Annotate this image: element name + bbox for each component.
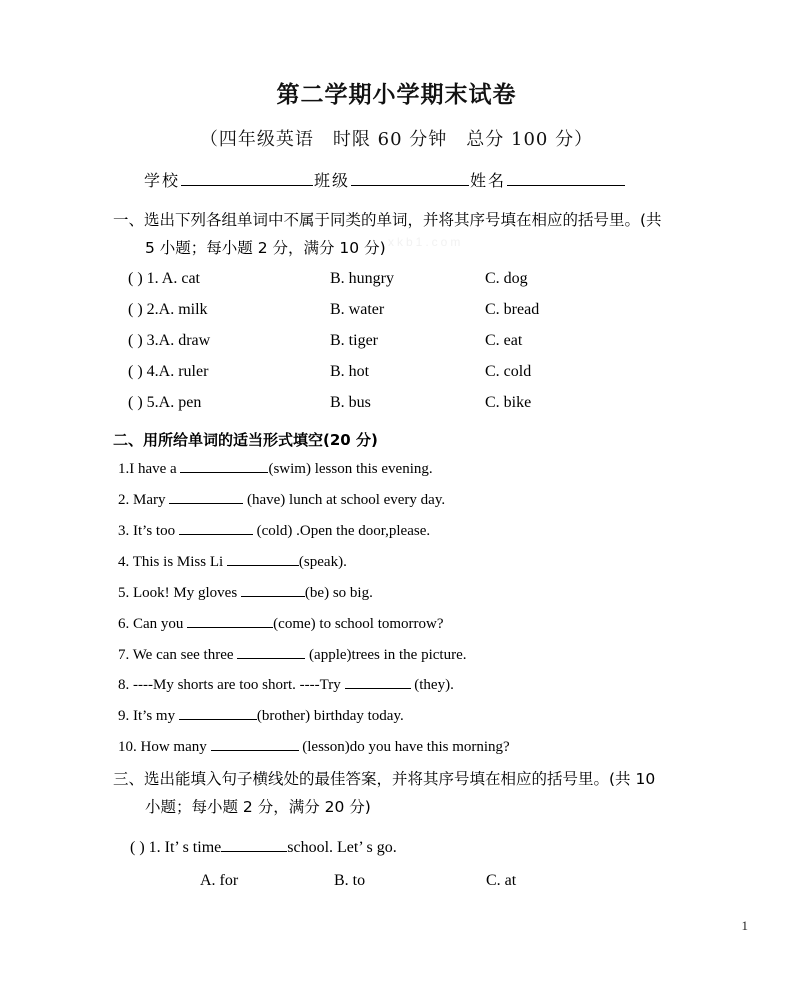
section-three-heading-line1: 三、选出能填入句子横线处的最佳答案，并将其序号填在相应的括号里。(共 10: [113, 770, 656, 788]
answer-blank[interactable]: [241, 583, 305, 597]
answer-blank[interactable]: [237, 645, 305, 659]
page-title: 第二学期小学期末试卷: [276, 82, 517, 108]
fb-suffix: (brother) birthday today.: [256, 708, 404, 724]
option-row: [200, 872, 516, 890]
answer-blank[interactable]: [227, 552, 299, 566]
section-three-heading-line2: 小题；每小题 2 分，满分 20 分): [145, 798, 371, 816]
fb-suffix: (come) to school tomorrow?: [273, 616, 444, 632]
question-suffix: school. Let’ s go.: [287, 839, 397, 856]
list-item: [118, 490, 738, 509]
school-input-rule[interactable]: [181, 170, 313, 186]
list-item: [118, 737, 738, 756]
fb-prefix: 1.I have a: [118, 461, 181, 477]
option-a[interactable]: A. for: [200, 872, 239, 889]
mc-option-b[interactable]: B. bus: [330, 394, 371, 411]
answer-paren[interactable]: ( ): [130, 839, 145, 856]
list-item: [118, 552, 738, 571]
mc-option-a[interactable]: ( ) 5.A. pen: [128, 394, 202, 411]
fb-prefix: 10. How many: [118, 739, 211, 755]
table-row: [128, 332, 728, 350]
answer-blank[interactable]: [179, 521, 253, 535]
fb-suffix: (lesson)do you have this morning?: [298, 739, 510, 755]
list-item: [118, 583, 738, 602]
table-row: [128, 394, 728, 412]
fb-prefix: 2. Mary: [118, 492, 170, 508]
fb-suffix: (swim) lesson this evening.: [268, 461, 433, 477]
student-info-line: [144, 168, 684, 191]
mc-option-b[interactable]: B. hungry: [330, 270, 394, 287]
fb-suffix: (apple)trees in the picture.: [305, 647, 467, 663]
mc-option-a[interactable]: ( ) 1. A. cat: [128, 270, 200, 287]
page-number: 1: [741, 918, 748, 933]
question-prefix: It’ s time: [160, 839, 222, 856]
list-item: [118, 521, 738, 540]
mc-option-c[interactable]: C. bike: [485, 394, 532, 411]
fb-suffix: (be) so big.: [304, 585, 373, 601]
table-row: [128, 363, 728, 381]
fb-prefix: 8. ----My shorts are too short. ----Try: [118, 677, 345, 693]
section-one-heading: [113, 206, 693, 262]
answer-blank[interactable]: [179, 706, 257, 720]
fb-prefix: 5. Look! My gloves: [118, 585, 241, 601]
fb-suffix: (have) lunch at school every day.: [243, 492, 446, 508]
watermark-text: xkb1.com: [388, 235, 464, 249]
list-item: [130, 838, 397, 857]
answer-blank[interactable]: [187, 614, 273, 628]
fb-prefix: 6. Can you: [118, 616, 188, 632]
answer-blank[interactable]: [180, 459, 268, 473]
name-label: 姓名: [470, 171, 507, 190]
section-two-heading: 二、用所给单词的适当形式填空(20 分): [113, 431, 378, 449]
class-label: 班级: [314, 171, 351, 190]
mc-option-c[interactable]: C. dog: [485, 270, 528, 287]
list-item: [118, 614, 738, 633]
list-item: [118, 459, 738, 478]
section-three-heading: [113, 765, 693, 821]
list-item: [118, 645, 738, 664]
fb-prefix: 4. This is Miss Li: [118, 554, 227, 570]
fb-suffix: (they).: [410, 677, 454, 693]
answer-blank[interactable]: [211, 737, 299, 751]
option-c[interactable]: C. at: [486, 872, 517, 889]
mc-option-c[interactable]: C. cold: [485, 363, 532, 380]
answer-blank[interactable]: [345, 675, 411, 689]
mc-option-b[interactable]: B. hot: [330, 363, 370, 380]
answer-blank[interactable]: [169, 490, 243, 504]
section-one-heading-line1: 一、选出下列各组单词中不属于同类的单词，并将其序号填在相应的括号里。(共: [113, 211, 662, 229]
page-subtitle: （四年级英语 时限 60 分钟 总分 100 分）: [199, 129, 594, 150]
mc-option-a[interactable]: ( ) 4.A. ruler: [128, 363, 209, 380]
answer-blank[interactable]: [221, 838, 287, 852]
class-input-rule[interactable]: [351, 170, 469, 186]
table-row: [128, 270, 728, 288]
fb-suffix: (cold) .Open the door,please.: [252, 523, 431, 539]
option-b[interactable]: B. to: [334, 872, 366, 889]
fb-prefix: 9. It’s my: [118, 708, 179, 724]
mc-option-c[interactable]: C. eat: [485, 332, 523, 349]
mc-option-a[interactable]: ( ) 2.A. milk: [128, 301, 208, 318]
mc-option-b[interactable]: B. water: [330, 301, 385, 318]
list-item: [118, 675, 738, 694]
school-label: 学校: [144, 171, 181, 190]
mc-option-b[interactable]: B. tiger: [330, 332, 378, 349]
fb-prefix: 3. It’s too: [118, 523, 179, 539]
mc-option-a[interactable]: ( ) 3.A. draw: [128, 332, 211, 349]
fb-suffix: (speak).: [298, 554, 347, 570]
mc-option-c[interactable]: C. bread: [485, 301, 540, 318]
name-input-rule[interactable]: [507, 170, 625, 186]
list-item: [118, 706, 738, 725]
table-row: [128, 301, 728, 319]
question-number: 1.: [148, 839, 161, 856]
fb-prefix: 7. We can see three: [118, 647, 238, 663]
section-one-heading-line2: 5 小题；每小题 2 分，满分 10 分): [145, 239, 386, 257]
